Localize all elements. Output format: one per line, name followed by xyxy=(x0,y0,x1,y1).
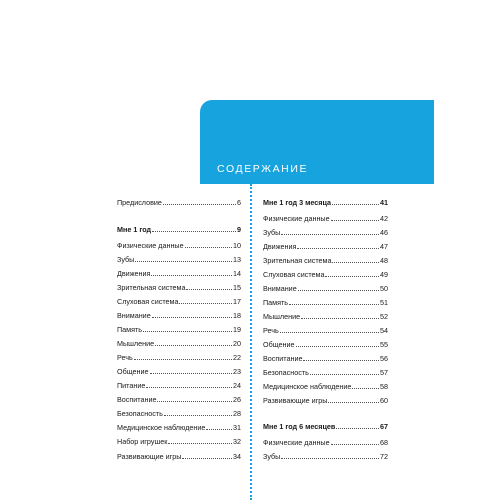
toc-entry xyxy=(263,453,388,460)
toc-entry-title: Питание xyxy=(117,381,146,390)
toc-entry-page: 23 xyxy=(233,367,241,376)
toc-entry-title: Слуховая система xyxy=(117,297,179,306)
toc-entry-page: 28 xyxy=(233,409,241,418)
toc-entry xyxy=(117,242,241,249)
toc-entry-title: Мне 1 год 6 месяцев xyxy=(263,422,336,431)
toc-entry-page: 22 xyxy=(233,353,241,362)
toc-entry-title: Безопасность xyxy=(263,368,309,377)
toc-entry-title: Речь xyxy=(263,326,279,335)
toc-entry xyxy=(117,410,241,417)
toc-entry-title: Общение xyxy=(263,340,295,349)
toc-leader-dots xyxy=(163,204,236,205)
toc-leader-dots xyxy=(303,360,379,361)
toc-entry-title: Мне 1 год xyxy=(117,225,152,234)
toc-leader-dots xyxy=(152,317,232,318)
toc-entry xyxy=(263,285,388,292)
toc-leader-dots xyxy=(336,428,379,429)
toc-entry-page: 60 xyxy=(380,396,388,405)
toc-entry-title: Зубы xyxy=(117,255,135,264)
toc-entry-title: Общение xyxy=(117,367,149,376)
toc-leader-dots xyxy=(185,247,232,248)
toc-entry xyxy=(117,226,241,233)
toc-entry-title: Воспитание xyxy=(117,395,157,404)
toc-leader-dots xyxy=(352,388,379,389)
toc-entry xyxy=(263,423,388,430)
toc-entry-title: Физические данные xyxy=(263,214,330,223)
toc-entry-page: 56 xyxy=(380,354,388,363)
toc-entry-page: 20 xyxy=(233,339,241,348)
toc-entry xyxy=(117,354,241,361)
toc-leader-dots xyxy=(281,458,379,459)
toc-entry-title: Движения xyxy=(117,269,151,278)
toc-entry-page: 50 xyxy=(380,284,388,293)
toc-entry-page: 19 xyxy=(233,325,241,334)
toc-entry-title: Движения xyxy=(263,242,297,251)
toc-entry xyxy=(117,424,241,431)
toc-entry xyxy=(117,298,241,305)
toc-leader-dots xyxy=(332,204,379,205)
toc-entry-title: Мышление xyxy=(263,312,301,321)
toc-entry xyxy=(263,199,388,206)
toc-entry-page: 34 xyxy=(233,452,241,461)
toc-entry-page: 10 xyxy=(233,241,241,250)
toc-entry-page: 57 xyxy=(380,368,388,377)
toc-entry-title: Мне 1 год 3 месяца xyxy=(263,198,331,207)
toc-leader-dots xyxy=(143,331,232,332)
toc-entry-page: 67 xyxy=(380,422,388,431)
toc-leader-dots xyxy=(135,261,232,262)
toc-entry-title: Память xyxy=(117,325,143,334)
toc-leader-dots xyxy=(281,234,379,235)
toc-entry-page: 68 xyxy=(380,438,388,447)
toc-entry-page: 55 xyxy=(380,340,388,349)
toc-leader-dots xyxy=(289,304,379,305)
toc-entry-title: Медицинское наблюдение xyxy=(117,423,206,432)
toc-entry-title: Слуховая система xyxy=(263,270,325,279)
toc-entry xyxy=(263,383,388,390)
toc-entry-page: 6 xyxy=(237,198,241,207)
toc-leader-dots xyxy=(152,231,236,232)
toc-leader-dots xyxy=(168,443,232,444)
toc-entry-page: 72 xyxy=(380,452,388,461)
toc-entry xyxy=(117,453,241,460)
toc-entry-page: 47 xyxy=(380,242,388,251)
toc-leader-dots xyxy=(310,374,379,375)
toc-leader-dots xyxy=(331,444,379,445)
toc-entry-page: 18 xyxy=(233,311,241,320)
toc-leader-dots xyxy=(179,303,232,304)
toc-entry-title: Зрительная система xyxy=(117,283,186,292)
toc-entry-page: 52 xyxy=(380,312,388,321)
toc-entry xyxy=(263,369,388,376)
contents-title: СОДЕРЖАНИЕ xyxy=(217,163,309,175)
toc-entry-page: 26 xyxy=(233,395,241,404)
toc-entry xyxy=(263,439,388,446)
toc-leader-dots xyxy=(150,373,232,374)
toc-leader-dots xyxy=(328,402,379,403)
toc-entry xyxy=(117,368,241,375)
toc-entry-page: 14 xyxy=(233,269,241,278)
toc-leader-dots xyxy=(206,429,232,430)
contents-banner xyxy=(200,100,434,184)
toc-entry xyxy=(263,327,388,334)
toc-entry xyxy=(117,284,241,291)
toc-entry-title: Внимание xyxy=(117,311,151,320)
toc-entry-title: Внимание xyxy=(263,284,297,293)
toc-entry xyxy=(117,396,241,403)
toc-leader-dots xyxy=(164,415,232,416)
toc-entry xyxy=(117,270,241,277)
toc-entry xyxy=(263,215,388,222)
toc-leader-dots xyxy=(331,220,379,221)
toc-entry-title: Набор игрушек xyxy=(117,437,168,446)
toc-entry-page: 49 xyxy=(380,270,388,279)
toc-entry-page: 13 xyxy=(233,255,241,264)
toc-entry xyxy=(263,229,388,236)
toc-entry-page: 24 xyxy=(233,381,241,390)
toc-leader-dots xyxy=(146,387,232,388)
toc-entry-page: 48 xyxy=(380,256,388,265)
toc-entry-page: 58 xyxy=(380,382,388,391)
column-divider xyxy=(250,184,252,500)
toc-leader-dots xyxy=(280,332,379,333)
toc-entry-title: Развивающие игры xyxy=(117,452,182,461)
toc-leader-dots xyxy=(182,458,232,459)
toc-entry xyxy=(263,341,388,348)
toc-entry-title: Речь xyxy=(117,353,133,362)
toc-entry xyxy=(263,299,388,306)
toc-entry-title: Предисловие xyxy=(117,198,162,207)
toc-entry-title: Зубы xyxy=(263,452,281,461)
toc-entry xyxy=(263,355,388,362)
toc-entry-page: 51 xyxy=(380,298,388,307)
toc-leader-dots xyxy=(151,275,232,276)
toc-entry xyxy=(117,312,241,319)
toc-leader-dots xyxy=(296,346,379,347)
toc-entry-title: Развивающие игры xyxy=(263,396,328,405)
toc-entry xyxy=(263,257,388,264)
toc-leader-dots xyxy=(332,262,379,263)
toc-entry-title: Медицинское наблюдение xyxy=(263,382,352,391)
toc-entry xyxy=(117,382,241,389)
toc-entry-page: 31 xyxy=(233,423,241,432)
toc-entry xyxy=(263,397,388,404)
toc-leader-dots xyxy=(157,401,232,402)
toc-entry-page: 46 xyxy=(380,228,388,237)
toc-leader-dots xyxy=(186,289,232,290)
toc-entry xyxy=(117,326,241,333)
toc-entry-title: Физические данные xyxy=(117,241,184,250)
toc-entry-title: Физические данные xyxy=(263,438,330,447)
toc-entry-page: 32 xyxy=(233,437,241,446)
toc-entry-title: Безопасность xyxy=(117,409,163,418)
toc-leader-dots xyxy=(301,318,379,319)
toc-entry xyxy=(263,271,388,278)
toc-entry-page: 42 xyxy=(380,214,388,223)
toc-entry xyxy=(263,243,388,250)
toc-entry-page: 54 xyxy=(380,326,388,335)
toc-entry xyxy=(117,199,241,206)
toc-entry-page: 15 xyxy=(233,283,241,292)
toc-leader-dots xyxy=(134,359,232,360)
toc-leader-dots xyxy=(298,290,379,291)
toc-entry-title: Память xyxy=(263,298,289,307)
toc-entry-title: Зрительная система xyxy=(263,256,332,265)
toc-leader-dots xyxy=(297,248,379,249)
toc-leader-dots xyxy=(325,276,379,277)
toc-entry-page: 17 xyxy=(233,297,241,306)
toc-entry xyxy=(117,438,241,445)
toc-entry xyxy=(263,313,388,320)
toc-entry-title: Зубы xyxy=(263,228,281,237)
toc-entry xyxy=(117,256,241,263)
toc-entry xyxy=(117,340,241,347)
toc-leader-dots xyxy=(155,345,232,346)
toc-entry-page: 9 xyxy=(237,225,241,234)
toc-entry-page: 41 xyxy=(380,198,388,207)
toc-entry-title: Воспитание xyxy=(263,354,303,363)
toc-entry-title: Мышление xyxy=(117,339,155,348)
